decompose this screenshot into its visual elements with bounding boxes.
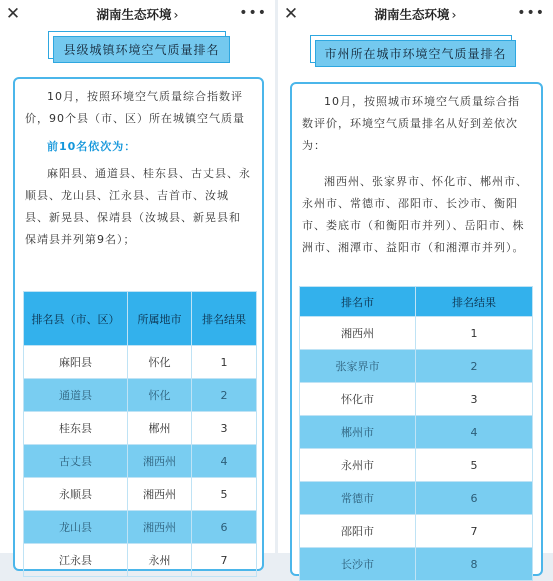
account-name: 湖南生态环境 [96,7,172,22]
county-cell: 江永县 [24,544,128,577]
more-icon[interactable]: ••• [239,5,267,21]
intro-paragraph: 10月，按照环境空气质量综合指数评价，90个县（市、区）所在城镇空气质量 [25,90,245,125]
section-title-badge [48,31,226,59]
city-cell: 常德市 [300,482,416,515]
table-row [24,445,257,478]
table-row [300,548,533,581]
county-cell: 古丈县 [24,445,128,478]
rank-cell: 1 [416,317,533,350]
rank-cell: 4 [192,445,257,478]
city-cell: 怀化 [128,379,192,412]
chevron-right-icon: › [173,7,179,22]
county-cell: 通道县 [24,379,128,412]
column-header-county: 排名县（市、区） [24,292,128,346]
table-row [24,412,257,445]
column-header-city: 排名市 [300,287,416,317]
table-row [300,383,533,416]
county-cell: 永顺县 [24,478,128,511]
rank-cell: 3 [416,383,533,416]
account-title-link[interactable] [328,0,503,30]
chevron-right-icon: › [451,7,457,22]
table-row [24,346,257,379]
rank-cell: 7 [192,544,257,577]
county-cell: 龙山县 [24,511,128,544]
left-top-bar [0,0,275,30]
right-article-panel [278,0,553,571]
city-cell: 湘西州 [128,511,192,544]
table-row [300,416,533,449]
rank-cell: 6 [192,511,257,544]
city-ranking-list: 湘西州、张家界市、怀化市、郴州市、永州市、常德市、邵阳市、长沙市、衡阳市、娄底市（和衡阳市并列）、岳阳市、株洲市、湘潭市、益阳市（和湘潭市并列）。 [302,175,528,254]
column-header-city: 所属地市 [128,292,192,346]
table-row [300,482,533,515]
top10-heading: 前10名依次为： [47,140,137,153]
table-row [300,515,533,548]
section-title: 县级城镇环境空气质量排名 [53,36,230,63]
column-header-rank: 排名结果 [192,292,257,346]
section-title-badge [310,35,512,63]
rank-cell: 8 [416,548,533,581]
rank-cell: 2 [192,379,257,412]
table-row [24,379,257,412]
content-card [13,77,264,571]
city-cell: 长沙市 [300,548,416,581]
close-icon[interactable]: ✕ [283,4,299,24]
right-top-bar [278,0,553,30]
county-cell: 桂东县 [24,412,128,445]
account-title-link[interactable] [50,0,225,30]
table-row [24,511,257,544]
rank-cell: 4 [416,416,533,449]
rank-cell: 7 [416,515,533,548]
city-cell: 张家界市 [300,350,416,383]
column-header-rank: 排名结果 [416,287,533,317]
city-cell: 湘西州 [128,478,192,511]
table-row [300,350,533,383]
account-name: 湖南生态环境 [374,7,450,22]
county-cell: 麻阳县 [24,346,128,379]
rank-cell: 2 [416,350,533,383]
top10-list: 麻阳县、通道县、桂东县、古丈县、永顺县、龙山县、江永县、吉首市、汝城县、新晃县、保靖县（汝城县、新晃县和保靖县并列第9名）； [25,167,251,246]
city-cell: 湘西州 [128,445,192,478]
section-title: 市州所在城市环境空气质量排名 [315,40,516,67]
rank-cell: 5 [192,478,257,511]
rank-cell: 1 [192,346,257,379]
table-row [24,478,257,511]
city-cell: 郴州市 [300,416,416,449]
intro-paragraph: 10月，按照城市环境空气质量综合指数评价，环境空气质量排名从好到差依次为： [302,95,520,152]
city-cell: 湘西州 [300,317,416,350]
city-cell: 邵阳市 [300,515,416,548]
rank-cell: 5 [416,449,533,482]
city-cell: 永州市 [300,449,416,482]
close-icon[interactable]: ✕ [5,4,21,24]
left-article-panel [0,0,275,567]
table-row [300,449,533,482]
county-ranking-table [23,291,257,577]
city-cell: 郴州 [128,412,192,445]
rank-cell: 3 [192,412,257,445]
rank-cell: 6 [416,482,533,515]
city-cell: 永州 [128,544,192,577]
table-row [24,544,257,577]
city-cell: 怀化市 [300,383,416,416]
table-row [300,317,533,350]
city-ranking-table [299,286,533,581]
more-icon[interactable]: ••• [517,5,545,21]
city-cell: 怀化 [128,346,192,379]
content-card [290,82,543,576]
